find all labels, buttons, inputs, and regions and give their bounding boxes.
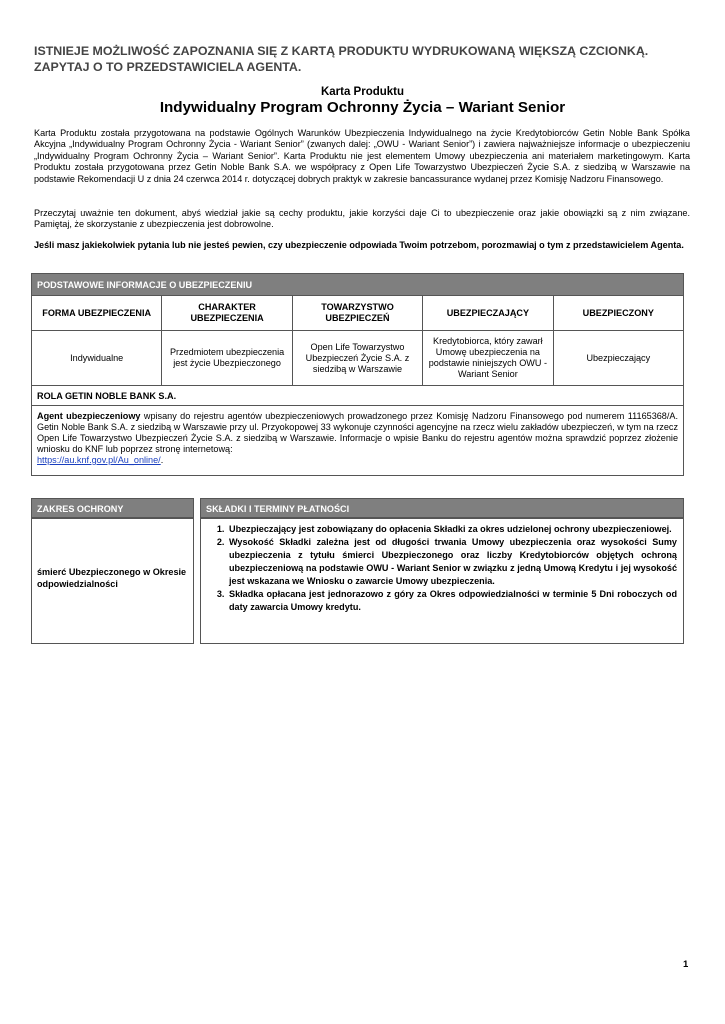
page-number: 1 — [683, 959, 689, 970]
column-header-insured: UBEZPIECZONY — [553, 296, 683, 331]
agent-text: wpisany do rejestru agentów ubezpieczeniowych prowadzonego przez Komisję Nadzoru Finansowego pod numerem 11165368/A. Getin Noble Bank S.A. z siedzibą w Warszawie przy ul. Przyokopowej 33 wykonuje czynności agencyjne na rzecz wielu zakładów ubezpieczeń, w tym na rzecz Open Life Towarzystwo Ubezpieczeń Życie S.A. z siedzibą w Warszawie. Informacje o wpisie Banku do rejestru agentów można sprawdzić poprzez złożenie wniosku do KNF lub poprzez stronę internetową: — [37, 411, 678, 454]
basic-info-heading: PODSTAWOWE INFORMACJE O UBEZPIECZENIU — [32, 274, 684, 296]
column-header-form: FORMA UBEZPIECZENIA — [32, 296, 162, 331]
coverage-text: śmierć Ubezpieczonego w Okresie odpowiedzialności — [37, 567, 187, 589]
coverage-heading: ZAKRES OCHRONY — [31, 498, 194, 518]
intro-paragraph: Karta Produktu została przygotowana na podstawie Ogólnych Warunków Ubezpieczenia Indywidualnego na życie Kredytobiorców Getin Noble Bank Spółka Akcyjna „Indywidualny Program Ochronny Życia - Wariant Senior” (zwanych dalej: „OWU - Wariant Senior”) i zawiera najważniejsze informacje o ubezpieczeniu „Indywidualny Program Ochronny Życia – Wariant Senior”. Karta Produktu nie jest elementem Umowy ubezpieczenia ani materiałem marketingowym. Karta Produktu została przygotowana przez Getin Noble Bank S.A. we współpracy z Open Life Towarzystwo Ubezpieczeń Życie S.A. z siedzibą w Warszawie na podstawie Rekomendacji U z dnia 24 czerwca 2014 r. dotyczącej dobrych praktyk w zakresie bancassurance wydanej przez Komisję Nadzoru Finansowego. — [34, 128, 690, 184]
column-header-insurer: TOWARZYSTWO UBEZPIECZEŃ — [292, 296, 422, 331]
bank-role-heading: ROLA GETIN NOBLE BANK S.A. — [32, 386, 684, 406]
basic-info-table — [31, 273, 684, 476]
agent-label: Agent ubezpieczeniowy — [37, 411, 141, 421]
premiums-heading: SKŁADKI I TERMINY PŁATNOŚCI — [200, 498, 684, 518]
coverage-box — [31, 518, 194, 644]
document-pre-title: Karta Produktu — [320, 86, 405, 98]
large-print-notice: ISTNIEJE MOŻLIWOŚĆ ZAPOZNANIA SIĘ Z KARTĄ PRODUKTU WYDRUKOWANĄ WIĘKSZĄ CZCIONKĄ. ZAPYTAJ O TO PRZEDSTAWICIELA AGENTA. — [34, 44, 649, 74]
read-note-paragraph: Przeczytaj uważnie ten dokument, abyś wiedział jakie są cechy produktu, jakie korzyści daje Ci to ubezpieczenie oraz jakie obowiązki są z nim związane. Pamiętaj, że skorzystanie z ubezpieczenia jest dobrowolne. — [34, 208, 690, 230]
value-insured: Ubezpieczający — [553, 331, 683, 386]
value-form: Indywidualne — [32, 331, 162, 386]
value-character: Przedmiotem ubezpieczenia jest życie Ubezpieczonego — [162, 331, 292, 386]
document-title: Indywidualny Program Ochronny Życia – Wariant Senior — [159, 99, 566, 116]
column-header-policyholder: UBEZPIECZAJĄCY — [423, 296, 553, 331]
knf-register-link[interactable]: https://au.knf.gov.pl/Au_online/ — [37, 455, 161, 465]
column-header-character: CHARAKTER UBEZPIECZENIA — [162, 296, 292, 331]
agent-info — [32, 406, 684, 476]
value-policyholder: Kredytobiorca, który zawarł Umowę ubezpieczenia na podstawie niniejszych OWU - Wariant Senior — [423, 331, 553, 386]
value-insurer: Open Life Towarzystwo Ubezpieczeń Życie S.A. z siedzibą w Warszawie — [292, 331, 422, 386]
premiums-list — [201, 519, 683, 614]
premium-item: 2. Wysokość Składki zależna jest od długości trwania Umowy ubezpieczenia oraz wysokości Sumy ubezpieczenia z tytułu śmierci Ubezpieczonego oraz liczby Kredytobiorców objętych ochroną ubezpieczeniową na podstawie OWU - Wariant Senior w związku z jedną Umową Kredytu i jej wysokość jest wskazana we Wniosku o zawarcie Umowy ubezpieczenia. — [227, 536, 677, 588]
premium-item: 3. Składka opłacana jest jednorazowo z góry za Okres odpowiedzialności w terminie 5 Dni roboczych od daty zawarcia Umowy kredytu. — [227, 588, 677, 614]
questions-note-paragraph: Jeśli masz jakiekolwiek pytania lub nie jesteś pewien, czy ubezpieczenie odpowiada Twoim potrzebom, porozmawiaj o tym z przedstawicielem Agenta. — [34, 240, 684, 250]
agent-text-end: . — [160, 455, 164, 465]
premiums-box — [200, 518, 684, 644]
premium-item: 1. Ubezpieczający jest zobowiązany do opłacenia Składki za okres udzielonej ochrony ubezpieczeniowej. — [227, 523, 677, 536]
